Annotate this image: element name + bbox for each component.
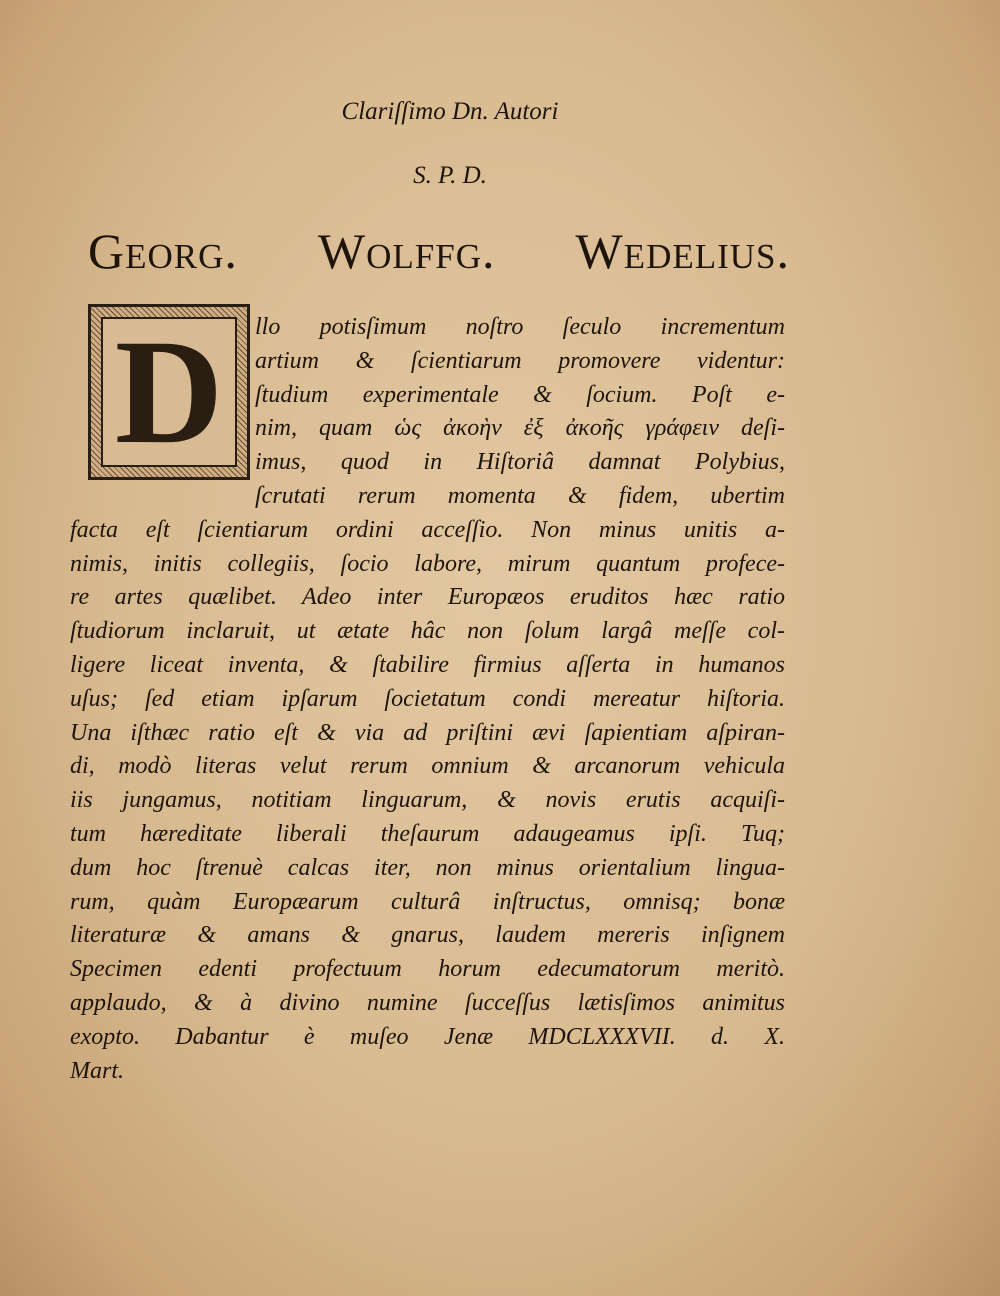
text-line: literaturæ & amans & gnarus, laudem mereris inſignem [70,922,785,949]
text-line: artium & ſcientiarum promovere videntur: [255,347,785,374]
text-line: uſus; ſed etiam ipſarum ſocietatum condi mereatur hiſtoria. [70,685,785,712]
text-line: ſtudium experimentale & ſocium. Poſt e- [255,381,785,408]
text-line: re artes quælibet. Adeo inter Europæos eruditos hæc ratio [70,584,785,611]
salutation: Clariſſimo Dn. Autori [341,98,559,125]
text-line: exopto. Dabantur è muſeo Jenæ MDCLXXXVII. d. X. [70,1023,785,1050]
author-title: Georg. Wolffg. Wedelius. [88,223,790,279]
text-line: Mart. [70,1057,124,1084]
text-line: rum, quàm Europæarum culturâ inſtructus, omnisq; bonæ [70,888,785,915]
text-line: applaudo, & à divino numine ſucceſſus lætisſimos animitus [70,990,785,1016]
text-line: ligere liceat inventa, & ſtabilire firmius aſſerta in humanos [70,652,785,678]
text-line: Specimen edenti profectuum horum edecumatorum meritò. [70,956,785,983]
text-line: tum hæreditate liberali theſaurum adaugeamus ipſi. Tuq; [70,821,785,847]
text-line: Una iſthæc ratio eſt & via ad priſtini ævi ſapientiam aſpiran- [70,719,785,746]
text-line: iis jungamus, notitiam linguarum, & novis erutis acquiſi- [70,787,785,814]
text-line: nim, quam ὡς ἀκοὴν ἐξ ἀκοῆς γράφειν deſi- [255,415,785,442]
text-line: di, modò literas velut rerum omnium & arcanorum vehicula [70,753,785,780]
decorated-initial-letter [88,304,250,480]
text-line: nimis, initis collegiis, ſocio labore, mirum quantum profece- [70,550,785,577]
spd-greeting: S. P. D. [413,162,487,189]
drop-cap-letter: D [101,317,237,467]
text-line: facta eſt ſcientiarum ordini acceſſio. Non minus unitis a- [70,516,785,543]
text-line: dum hoc ſtrenuè calcas iter, non minus orientalium lingua- [70,854,785,881]
text-line: imus, quod in Hiſtoriâ damnat Polybius, [255,449,785,476]
text-line: ſtudiorum inclaruit, ut ætate hâc non ſolum largâ meſſe col- [70,618,785,645]
text-line: ſcrutati rerum momenta & fidem, ubertim [255,483,785,509]
text-line: llo potisſimum noſtro ſeculo incrementum [255,314,785,340]
